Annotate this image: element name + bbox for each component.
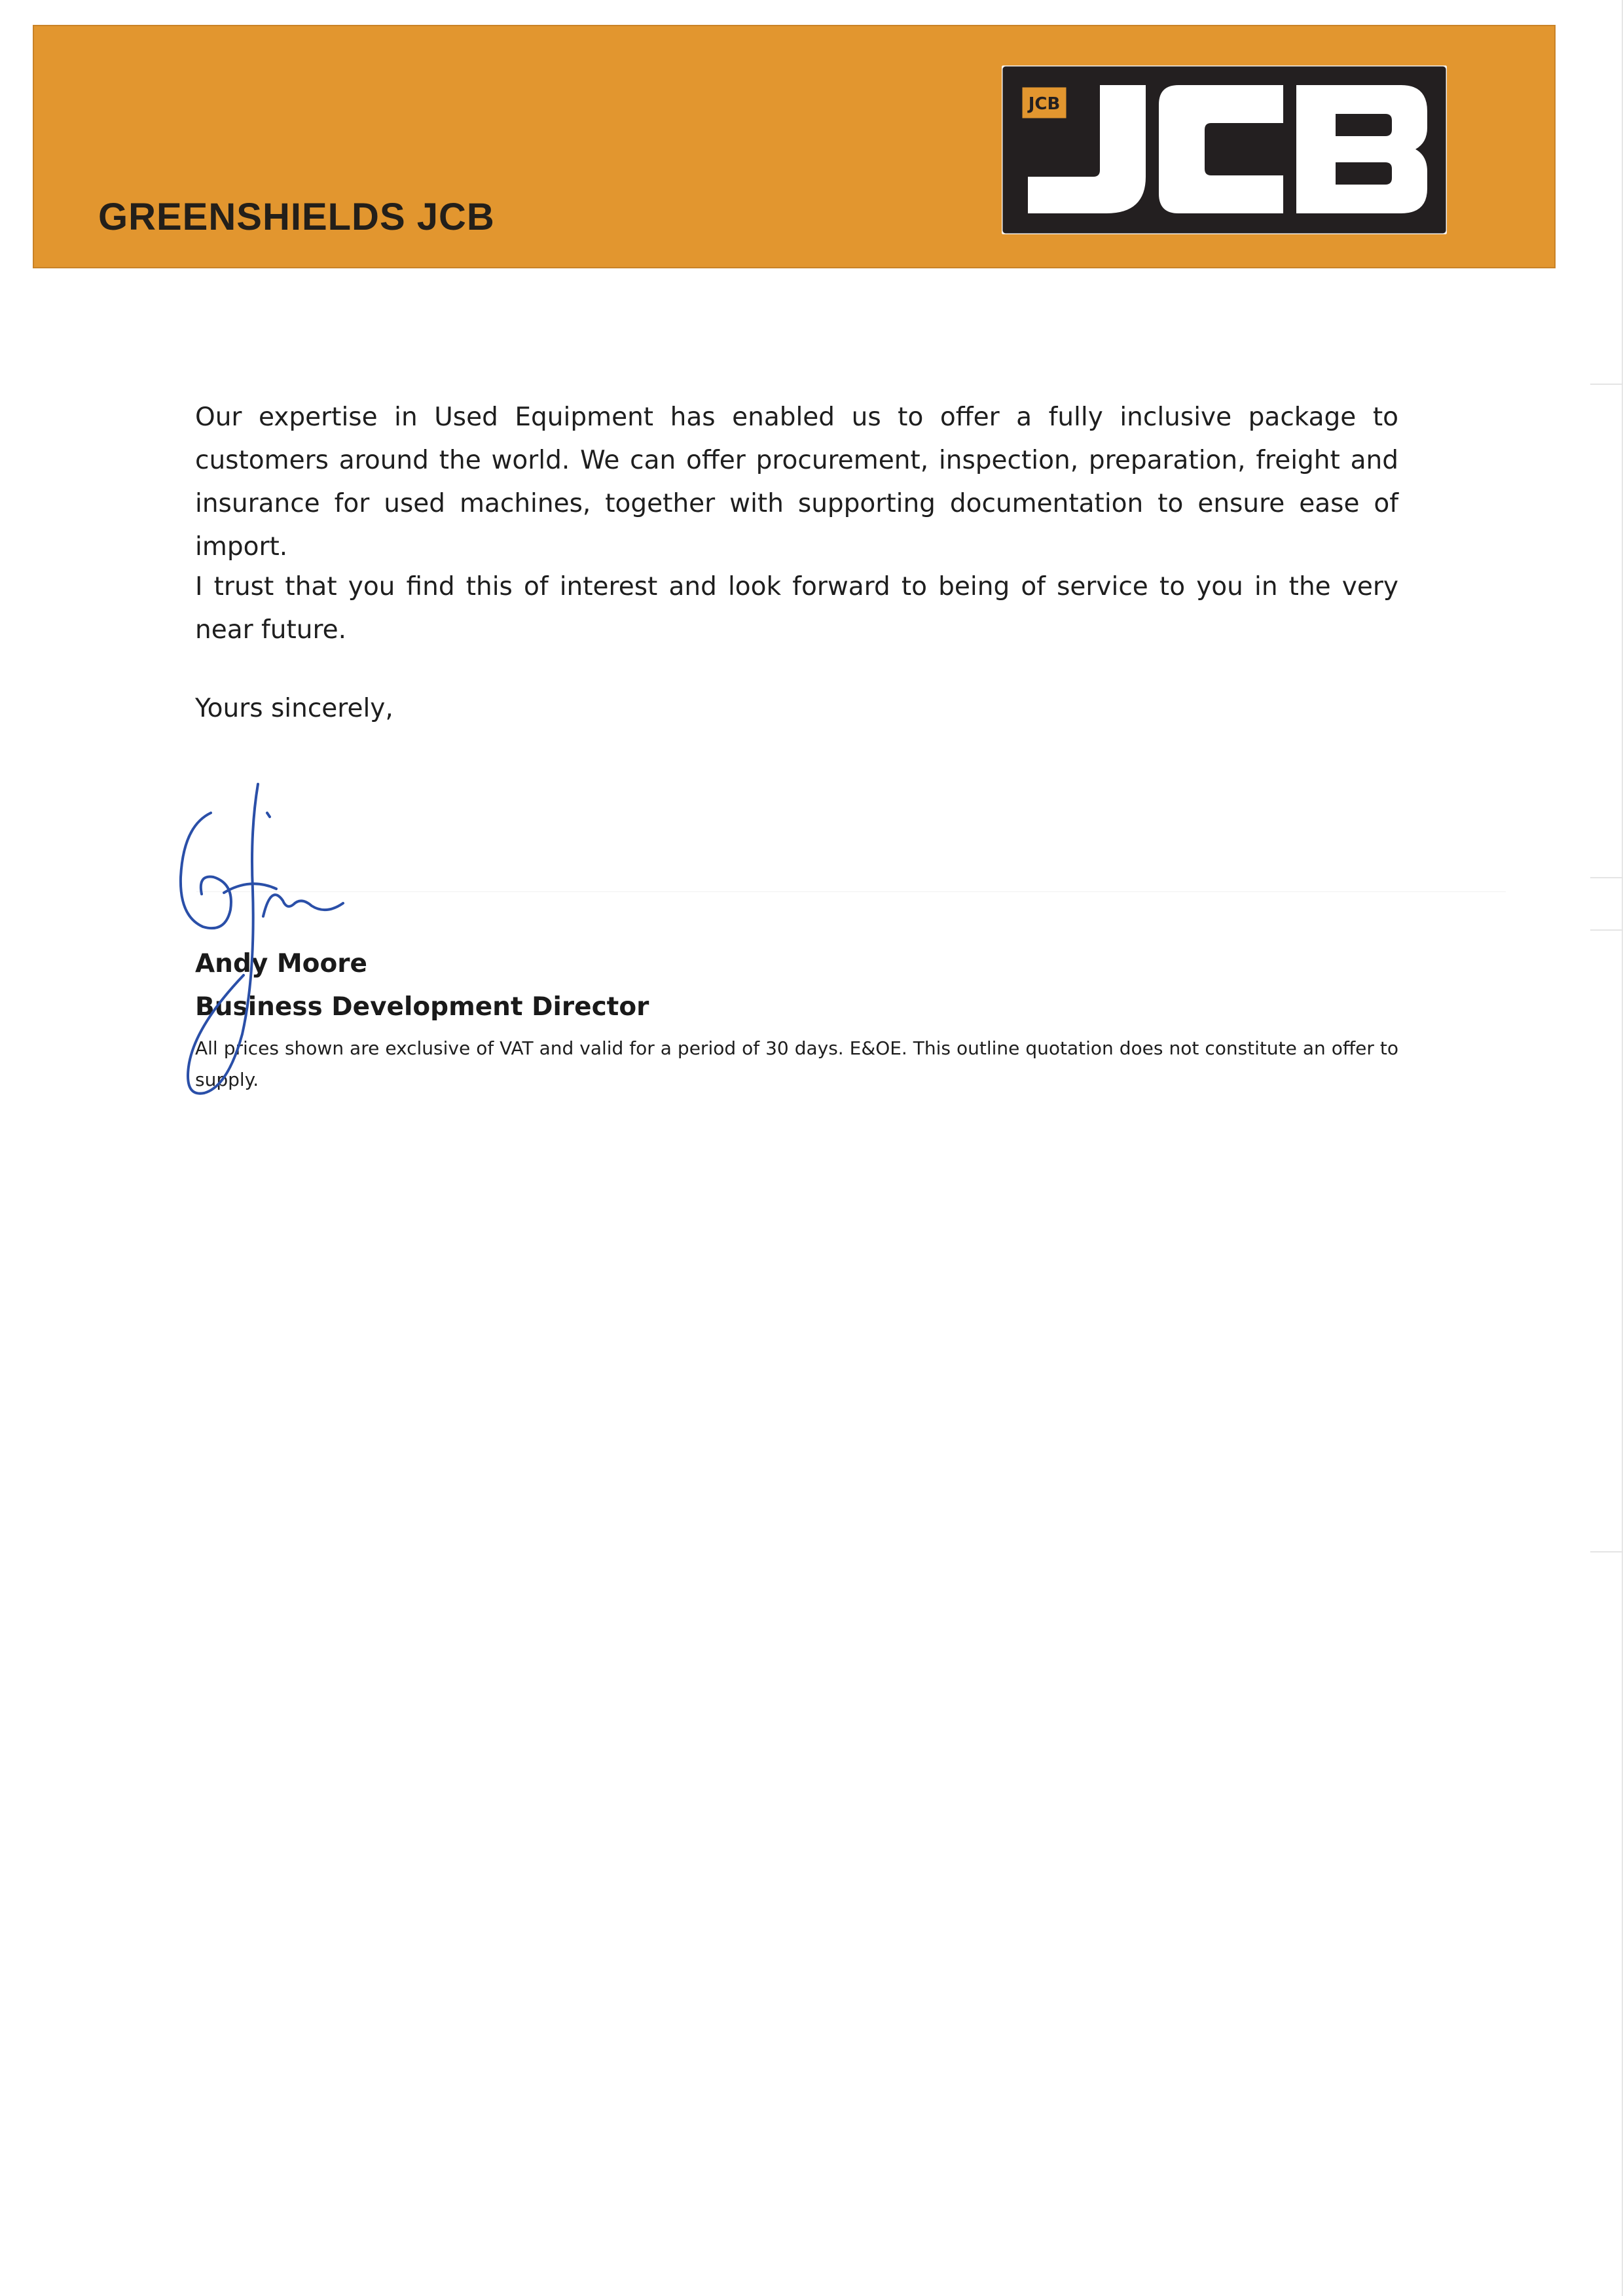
scan-edge-mark — [1590, 1551, 1623, 1552]
letterhead-banner — [33, 25, 1556, 268]
jcb-badge-icon — [1021, 86, 1067, 119]
disclaimer-note: All prices shown are exclusive of VAT and valid for a period of 30 days. E&OE. This outline quotation does not constitute an offer to supply. — [195, 1037, 1398, 1090]
svg-text:JCB: JCB — [1028, 94, 1061, 114]
handwritten-signature — [172, 779, 355, 1106]
letter-paragraph: I trust that you find this of interest and look forward to being of service to you in the very near future. — [195, 572, 1398, 645]
company-name: GREENSHIELDS JCB — [98, 196, 495, 238]
scan-edge-mark — [1590, 384, 1623, 385]
scan-edge-mark — [1590, 877, 1623, 878]
jcb-letter-b — [1296, 85, 1427, 213]
jcb-logo — [1002, 65, 1447, 234]
letter-paragraph: Our expertise in Used Equipment has enabled us to offer a fully inclusive package to customers around the world. We can offer procurement, inspection, preparation, freight and insurance for used machines, together with supporting documentation to ensure ease of import. — [195, 403, 1398, 562]
signer-name: Andy Moore — [195, 949, 367, 978]
letter-closing: Yours sincerely, — [195, 694, 393, 723]
divider — [196, 891, 1506, 892]
scan-edge-mark — [1590, 929, 1623, 931]
signer-title: Business Development Director — [195, 992, 649, 1022]
